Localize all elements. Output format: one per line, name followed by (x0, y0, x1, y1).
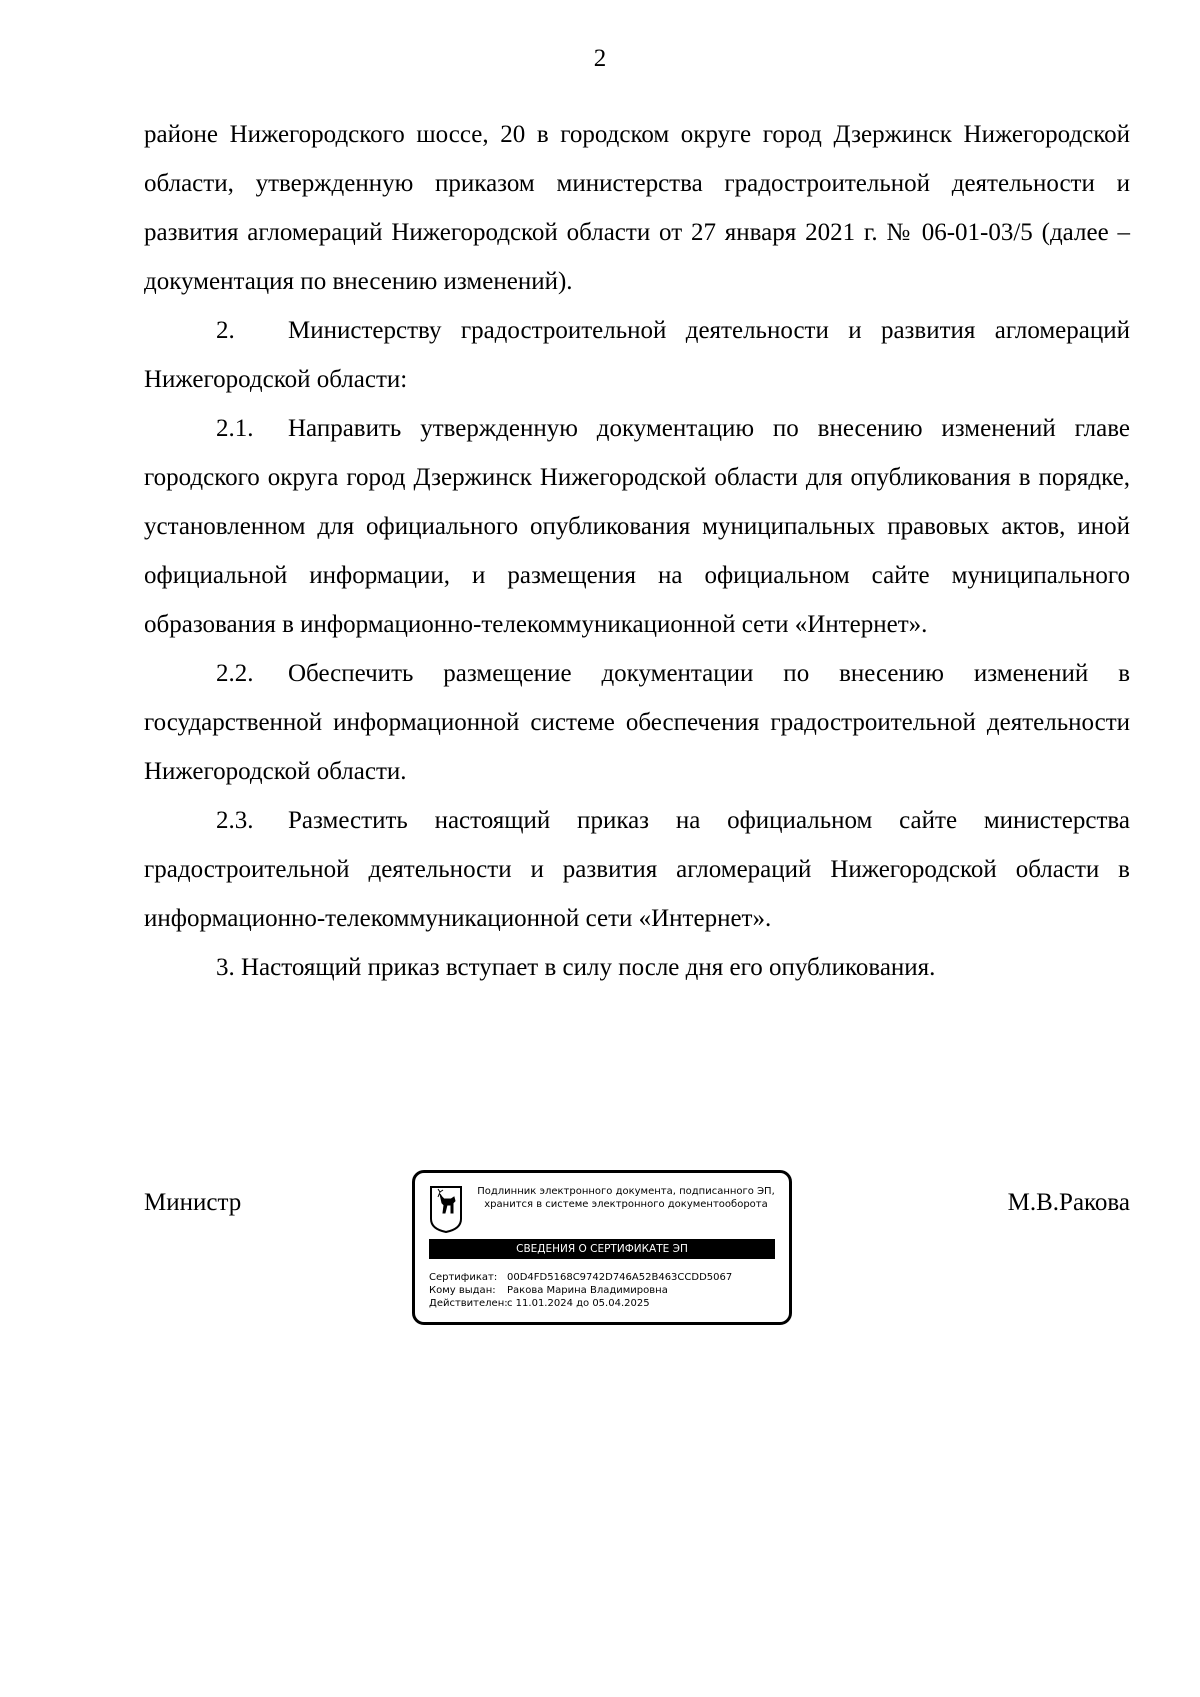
certificate-details (429, 1271, 779, 1310)
deer-emblem-icon (429, 1185, 463, 1233)
certificate-line (429, 1271, 779, 1284)
issued-to-label: Кому выдан: (429, 1285, 496, 1296)
paragraph-number: 2.3. (216, 807, 254, 834)
paragraph-text: Обеспечить размещение документации по внесению изменений в государственной информационной системе обеспечения градостроительной деятельности Нижегородской области. (144, 660, 1130, 785)
certificate-value: 00D4FD5168C9742D746A52B463CCDD5067 (507, 1272, 733, 1283)
paragraph-number: 2.1. (216, 415, 254, 442)
paragraph-3 (144, 943, 1130, 992)
paragraph-number: 2.2. (216, 660, 254, 687)
paragraph-text: Настоящий приказ вступает в силу после дня его опубликования. (241, 954, 936, 981)
paragraph-text: Направить утвержденную документацию по внесению изменений главе городского округа город Дзержинск Нижегородской области для опубликования в порядке, установленном для официального опубликования муниципальных правовых актов, иной официальной информации, и размещения на официальном сайте муниципального образования в информационно-телекоммуникационной сети «Интернет». (144, 415, 1130, 638)
document-body (144, 110, 1130, 992)
page-number: 2 (593, 45, 607, 72)
paragraph-2-1 (144, 404, 1130, 649)
paragraph-continuation (144, 110, 1130, 306)
paragraph-2-3 (144, 796, 1130, 943)
paragraph-text: Министерству градостроительной деятельности и развития агломераций Нижегородской области: (144, 317, 1130, 393)
validity-label: Действителен: (429, 1298, 508, 1309)
electronic-signature-stamp (412, 1170, 792, 1325)
paragraph-number: 2. (216, 317, 235, 344)
issued-to-value: Ракова Марина Владимировна (507, 1285, 668, 1296)
validity-line (429, 1297, 779, 1310)
certificate-label: Сертификат: (429, 1272, 498, 1283)
paragraph-text: Разместить настоящий приказ на официальном сайте министерства градостроительной деятельности и развития агломераций Нижегородской области в информационно-телекоммуникационной сети «Интернет». (144, 807, 1130, 932)
stamp-header-line: хранится в системе электронного документооборота (484, 1199, 768, 1210)
signatory-title: Министр (144, 1189, 242, 1216)
stamp-header (471, 1185, 781, 1211)
paragraph-text: районе Нижегородского шоссе, 20 в городском округе город Дзержинск Нижегородской области, утвержденную приказом министерства градостроительной деятельности и развития агломераций Нижегородской области от 27 января 2021 г. № 06-01-03/5 (далее – документация по внесению изменений). (144, 121, 1130, 295)
paragraph-2 (144, 306, 1130, 404)
paragraph-number: 3. (216, 954, 235, 981)
signatory-name: М.В.Ракова (1007, 1189, 1130, 1216)
stamp-header-line: Подлинник электронного документа, подписанного ЭП, (477, 1186, 775, 1197)
paragraph-2-2 (144, 649, 1130, 796)
issued-to-line (429, 1284, 779, 1297)
validity-value: с 11.01.2024 до 05.04.2025 (507, 1298, 650, 1309)
certificate-info-bar: СВЕДЕНИЯ О СЕРТИФИКАТЕ ЭП (429, 1239, 775, 1259)
